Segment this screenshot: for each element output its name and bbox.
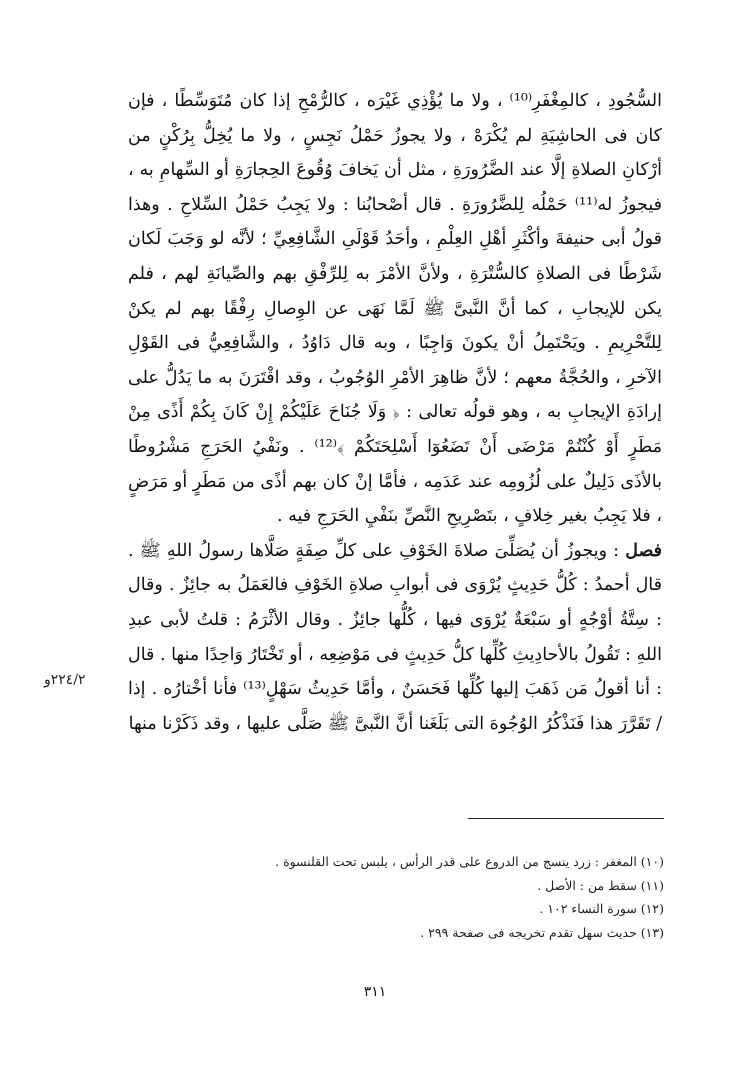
footnote-12: (١٢) سورة النساء ١٠٢ . (539, 901, 664, 916)
footnotes (250, 850, 664, 944)
footnote-11: (١١) سقط من : الأصل . (537, 877, 664, 893)
footnote-13: (١٣) حديث سهل تقدم تخريجه فى صفحة ٢٩٩ . (420, 924, 664, 940)
paragraph-2-text: ويجوزُ أن يُصَلِّىَ صلاةَ الخَوْفِ على كلِّ صِفَةٍ صَلَّاها رسولُ اللهِ ﷺ . قال أحمدُ : كُلُّ حَدِيثٍ يُرْوَى فى أبوابِ صلاةِ الخَوْفِ فالعَمَلُ به جائِزٌ . وقال : سِتَّةُ أوْجُهٍ أو سَبْعَةٌ يُرْوَى فيها ، كُلُّها جائِزٌ . وقال الأثْرَمُ : قلتُ لأبى عبدِ اللهِ : تَقُولُ بالأحادِيثِ كُلِّها كلُّ حَدِيثٍ فى مَوْضِعِه ، أو تَخْتَارُ وَاحِدًا منها . قال : أنا أقولُ مَن ذَهَبَ إليها كُلِّها فَحَسَنٌ ، وأمَّا حَدِيثُ سَهْلٍ⁽¹³⁾ فأنا أخْتارُه . إذا / تَقَرَّرَ هذا فَنَذْكُرُ الوُجُوهَ التى بَلَغَنا أنَّ النَّبىَّ ﷺ صَلَّى عليها ، وقد ذَكَرْنا منها (128, 540, 662, 734)
footnote-10: (١٠) المغفر : زرد ينسج من الدروع على قدر الرأس ، يلبس تحت القلنسوة . (275, 854, 664, 869)
paragraph-2: فصل : ويجوزُ أن يُصَلِّىَ صلاةَ الخَوْفِ على كلِّ صِفَةٍ صَلَّاها رسولُ اللهِ ﷺ . قال أحمدُ : كُلُّ حَدِيثٍ يُرْوَى فى أبوابِ صلاةِ الخَوْفِ فالعَمَلُ به جائِزٌ . وقال : سِتَّةُ أوْجُهٍ أو سَبْعَةٌ يُرْوَى فيها ، كُلُّها جائِزٌ . وقال الأثْرَمُ : قلتُ لأبى عبدِ اللهِ : تَقُولُ بالأحادِيثِ كُلِّها كلُّ حَدِيثٍ فى مَوْضِعِه ، أو تَخْتَارُ وَاحِدًا منها . قال : أنا أقولُ مَن ذَهَبَ إليها كُلِّها فَحَسَنٌ ، وأمَّا حَدِيثُ سَهْلٍ⁽¹³⁾ فأنا أخْتارُه . إذا / تَقَرَّرَ هذا فَنَذْكُرُ الوُجُوهَ التى بَلَغَنا أنَّ النَّبىَّ ﷺ صَلَّى عليها ، وقد ذَكَرْنا منها (128, 540, 662, 734)
footnote-divider (468, 818, 664, 819)
paragraph-1: السُّجُودِ ، كالمِغْفَرِ⁽¹⁰⁾ ، ولا ما يُؤْذِي غَيْرَه ، كالرُّمْحِ إذا كان مُتَوَسِّطًا ، فإن كان فى الحاشِيَةِ لم يُكْرَهْ ، ولا يجوزُ حَمْلُ نَجِسٍ ، ولا ما يُخِلُّ بِرُكْنٍ من أرْكانِ الصلاةِ إلَّا عند الضَّرُورَةِ ، مثل أن يَخافَ وُقُوعَ الحِجارَةِ أو السِّهامِ به ، فيجوزُ له⁽¹¹⁾ حَمْلُه لِلضَّرُورَةِ . قال أصْحابُنا : ولا يَجِبُ حَمْلُ السِّلاحِ . وهذا قولُ أبى حنيفةَ وأكْثَرِ أهْلِ العِلْمِ ، وأحَدُ قَوْلَىِ الشَّافِعِيِّ ؛ لأنَّه لو وَجَبَ لَكان شَرْطًا فى الصلاةِ كالسُّتْرَةِ ، ولأنَّ الأمْرَ به لِلرِّفْقِ بهم والصِّيانَةِ لهم ، فلم يكن للإيجابِ ، كما أنَّ النَّبىَّ ﷺ لَمَّا نَهَى عن الوِصالِ رِفْقًا بهم لم يكنْ لِلتَّحْرِيمِ . ويَحْتَمِلُ أنْ يكونَ وَاجِبًا ، وبه قال دَاوُدُ ، والشَّافِعِيُّ فى القَوْلِ الآخرِ ، والحُجَّةُ معهم ؛ لأنَّ ظاهِرَ الأمْرِ الوُجُوبُ ، وقد اقْتَرَنَ به ما يَدُلُّ على إرادَةِ الإيجابِ به ، وهو قولُه تعالى : ﴿ وَلَا جُنَاحَ عَلَيْكُمْ إِنْ كَانَ بِكُمْ أَذًى مِنْ مَطَرٍ أَوْ كُنْتُمْ مَرْضَى أَنْ تَضَعُوٓا أَسْلِحَتَكُمْ ﴾⁽¹²⁾ . ونَفْيُ الحَرَجِ مَشْرُوطًا بالأذَى دَلِيلٌ على لُزُومِه عند عَدَمِه ، فأمَّا إنْ كان بهم أذًى من مَطَرٍ أو مَرَضٍ ، فلا يَجِبُ بغير خِلافٍ ، بتَصْرِيحِ النَّصِّ بنَفْيِ الحَرَجِ فيه . (128, 91, 663, 527)
main-text (128, 84, 662, 741)
page-number: ٣١١ (363, 984, 387, 1000)
section-heading: فصل (625, 540, 662, 561)
folio-margin-note: ٢٢٤/٢و (44, 672, 86, 688)
